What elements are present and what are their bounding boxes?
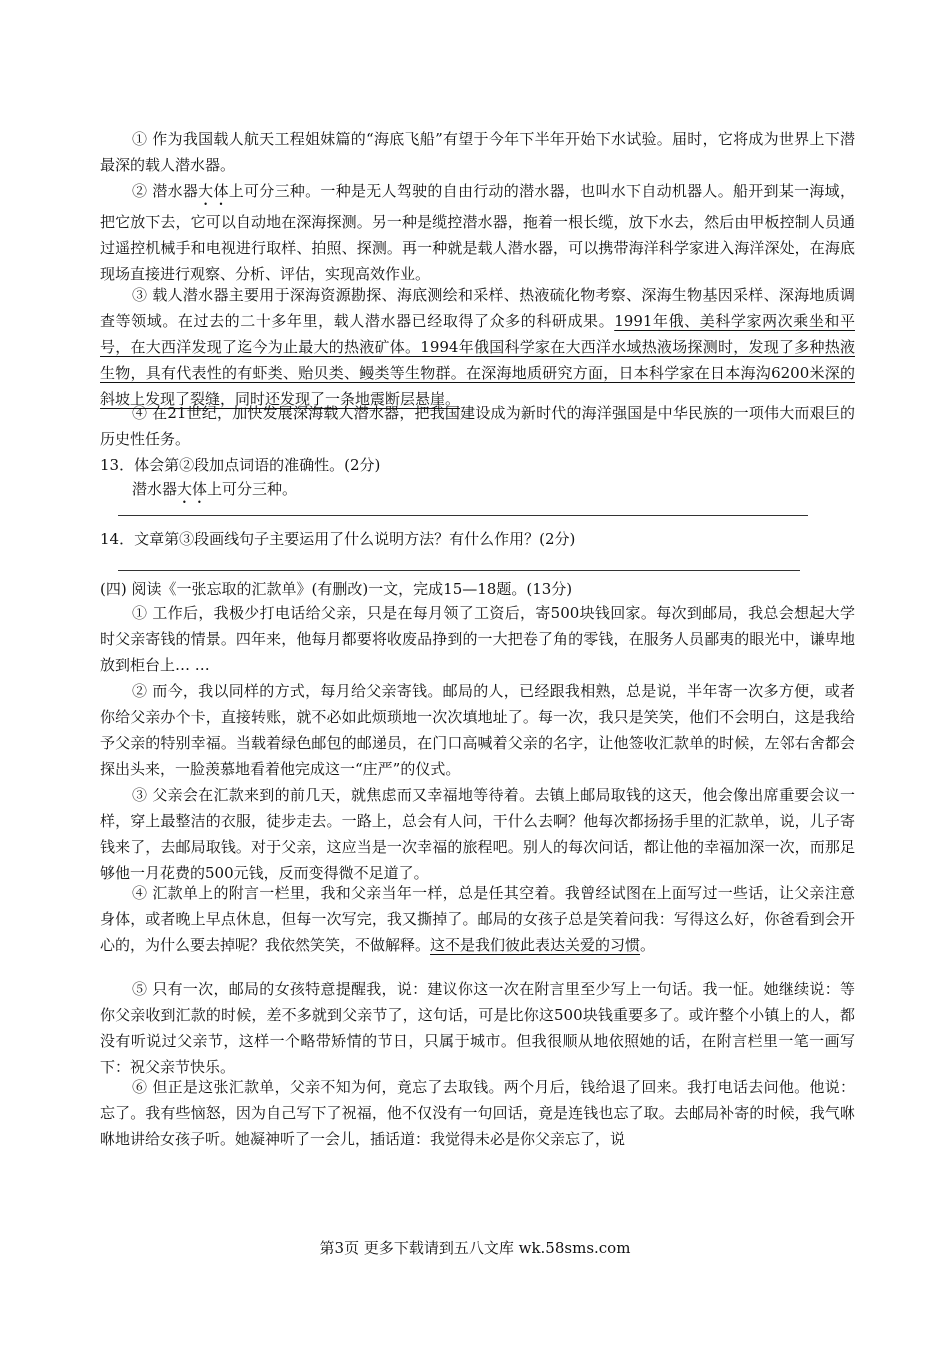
q13-text-b: 上可分三种。: [207, 480, 298, 498]
q13-dotted-word: 大体: [177, 480, 208, 498]
passage1-paragraph-3: [100, 282, 855, 412]
page-footer: 第3页 更多下载请到五八文库 wk.58sms.com: [319, 1239, 631, 1257]
story-paragraph-2: ② 而今，我以同样的方式，每月给父亲寄钱。邮局的人，已经跟我相熟，总是说，半年寄一次多方便，或者你给父亲办个卡，直接转账，就不必如此烦琐地一次次填地址了。每一次，我只是笑笑，他们不会明白，这是我给予父亲的特别幸福。当载着绿色邮包的邮递员，在门口高喊着父亲的名字，让他签收汇款单的时候，左邻右舍都会探出头来，一脸羡慕地看着他完成这一“庄严”的仪式。: [100, 682, 855, 778]
question-14: 14．文章第③段画线句子主要运用了什么说明方法？有什么作用？(2分): [100, 530, 576, 548]
question-13: 13．体会第②段加点词语的准确性。(2分): [100, 456, 381, 474]
passage1-p3-text: ③ 载人潜水器主要用于深海资源勘探、海底测绘和采样、热液硫化物考察、深海生物基因采样、深海地质调查等领域。在过去的二十多年里，载人潜水器已经取得了众多的科研成果。: [100, 286, 855, 330]
story-paragraph-5: ⑤ 只有一次，邮局的女孩特意提醒我，说：建议你这一次在附言里至少写上一句话。我一怔。她继续说：等你父亲收到汇款的时候，差不多就到父亲节了，这句话，可是比你这500块钱重要多了。或许整个小镇上的人，都没有听说过父亲节，这样一个略带矫情的节日，只属于城市。但我很顺从地依照她的话，在附言栏里一笔一画写下：祝父亲节快乐。: [100, 980, 855, 1076]
dotted-word: 大体: [198, 182, 229, 200]
q13-text-a: 潜水器: [132, 480, 178, 498]
answer-line-14: [118, 570, 800, 571]
passage1-paragraph-1: ① 作为我国载人航天工程姐妹篇的“海底飞船”有望于今年下半年开始下水试验。届时，它将成为世界上下潜最深的载人潜水器。: [100, 130, 855, 174]
passage1-p2-text-a: ② 潜水器: [132, 182, 199, 200]
passage1-paragraph-2: [100, 178, 855, 287]
passage1-paragraph-4: ④ 在21世纪，加快发展深海载人潜水器，把我国建设成为新时代的海洋强国是中华民族的一项伟大而艰巨的历史性任务。: [100, 404, 855, 448]
question-13-quote: [132, 476, 297, 507]
story-paragraph-1: ① 工作后，我极少打电话给父亲，只是在每月领了工资后，寄500块钱回家。每次到邮局，我总会想起大学时父亲寄钱的情景。四年来，他每月都要将收废品挣到的一大把卷了角的零钱，在服务人员鄙夷的眼光中，谦卑地放到柜台上… …: [100, 604, 855, 674]
story-paragraph-3: ③ 父亲会在汇款来到的前几天，就焦虑而又幸福地等待着。去镇上邮局取钱的这天，他会像出席重要会议一样，穿上最整洁的衣服，徒步走去。一路上，总会有人问，干什么去啊？他每次都扬扬手里的汇款单，说，儿子寄钱来了，去邮局取钱。对于父亲，这应当是一次幸福的旅程吧。别人的每次问话，都让他的幸福加深一次，而那足够他一月花费的500元钱，反而变得微不足道了。: [100, 786, 855, 882]
story-p4-text: ④ 汇款单上的附言一栏里，我和父亲当年一样，总是任其空着。我曾经试图在上面写过一些话，让父亲注意身体，或者晚上早点休息，但每一次写完，我又撕掉了。邮局的女孩子总是笑着问我：写得这么好，你爸看到会开心的，为什么要去掉呢？我依然笑笑，不做解释。: [100, 884, 855, 954]
section-4-heading: (四) 阅读《一张忘取的汇款单》(有删改)一文，完成15—18题。(13分): [100, 580, 573, 598]
answer-line-13: [118, 515, 808, 516]
underlined-phrase: 这不是我们彼此表达关爱的习惯: [430, 936, 641, 954]
passage1-p2-text-b: 上可分三种。一种是无人驾驶的自由行动的潜水器，也叫水下自动机器人。船开到某一海域，把它放下去，它可以自动地在深海探测。另一种是缆控潜水器，拖着一根长缆，放下水去，然后由甲板控制人员通过遥控机械手和电视进行取样、拍照、探测。再一种就是载人潜水器，可以携带海洋科学家进入海洋深处，在海底现场直接进行观察、分析、评估，实现高效作业。: [100, 182, 855, 283]
underlined-sentences: 1991年俄、美科学家两次乘坐和平号，在大西洋发现了迄今为止最大的热液矿体。1994年俄国科学家在大西洋水域热液场探测时，发现了多种热液生物，具有代表性的有虾类、贻贝类、鳗类等生物群。在深海地质研究方面，日本科学家在日本海沟6200米深的斜坡上发现了裂缝，同时还发现了一条地震断层悬崖。: [100, 312, 855, 408]
story-paragraph-6: ⑥ 但正是这张汇款单，父亲不知为何，竟忘了去取钱。两个月后，钱给退了回来。我打电话去问他。他说：忘了。我有些恼怒，因为自己写下了祝福，他不仅没有一句回话，竟是连钱也忘了取。去邮局补寄的时候，我气咻咻地讲给女孩子听。她凝神听了一会儿，插话道：我觉得未必是你父亲忘了，说: [100, 1078, 855, 1148]
story-p4-end: 。: [640, 936, 656, 954]
story-paragraph-4: [100, 880, 855, 958]
